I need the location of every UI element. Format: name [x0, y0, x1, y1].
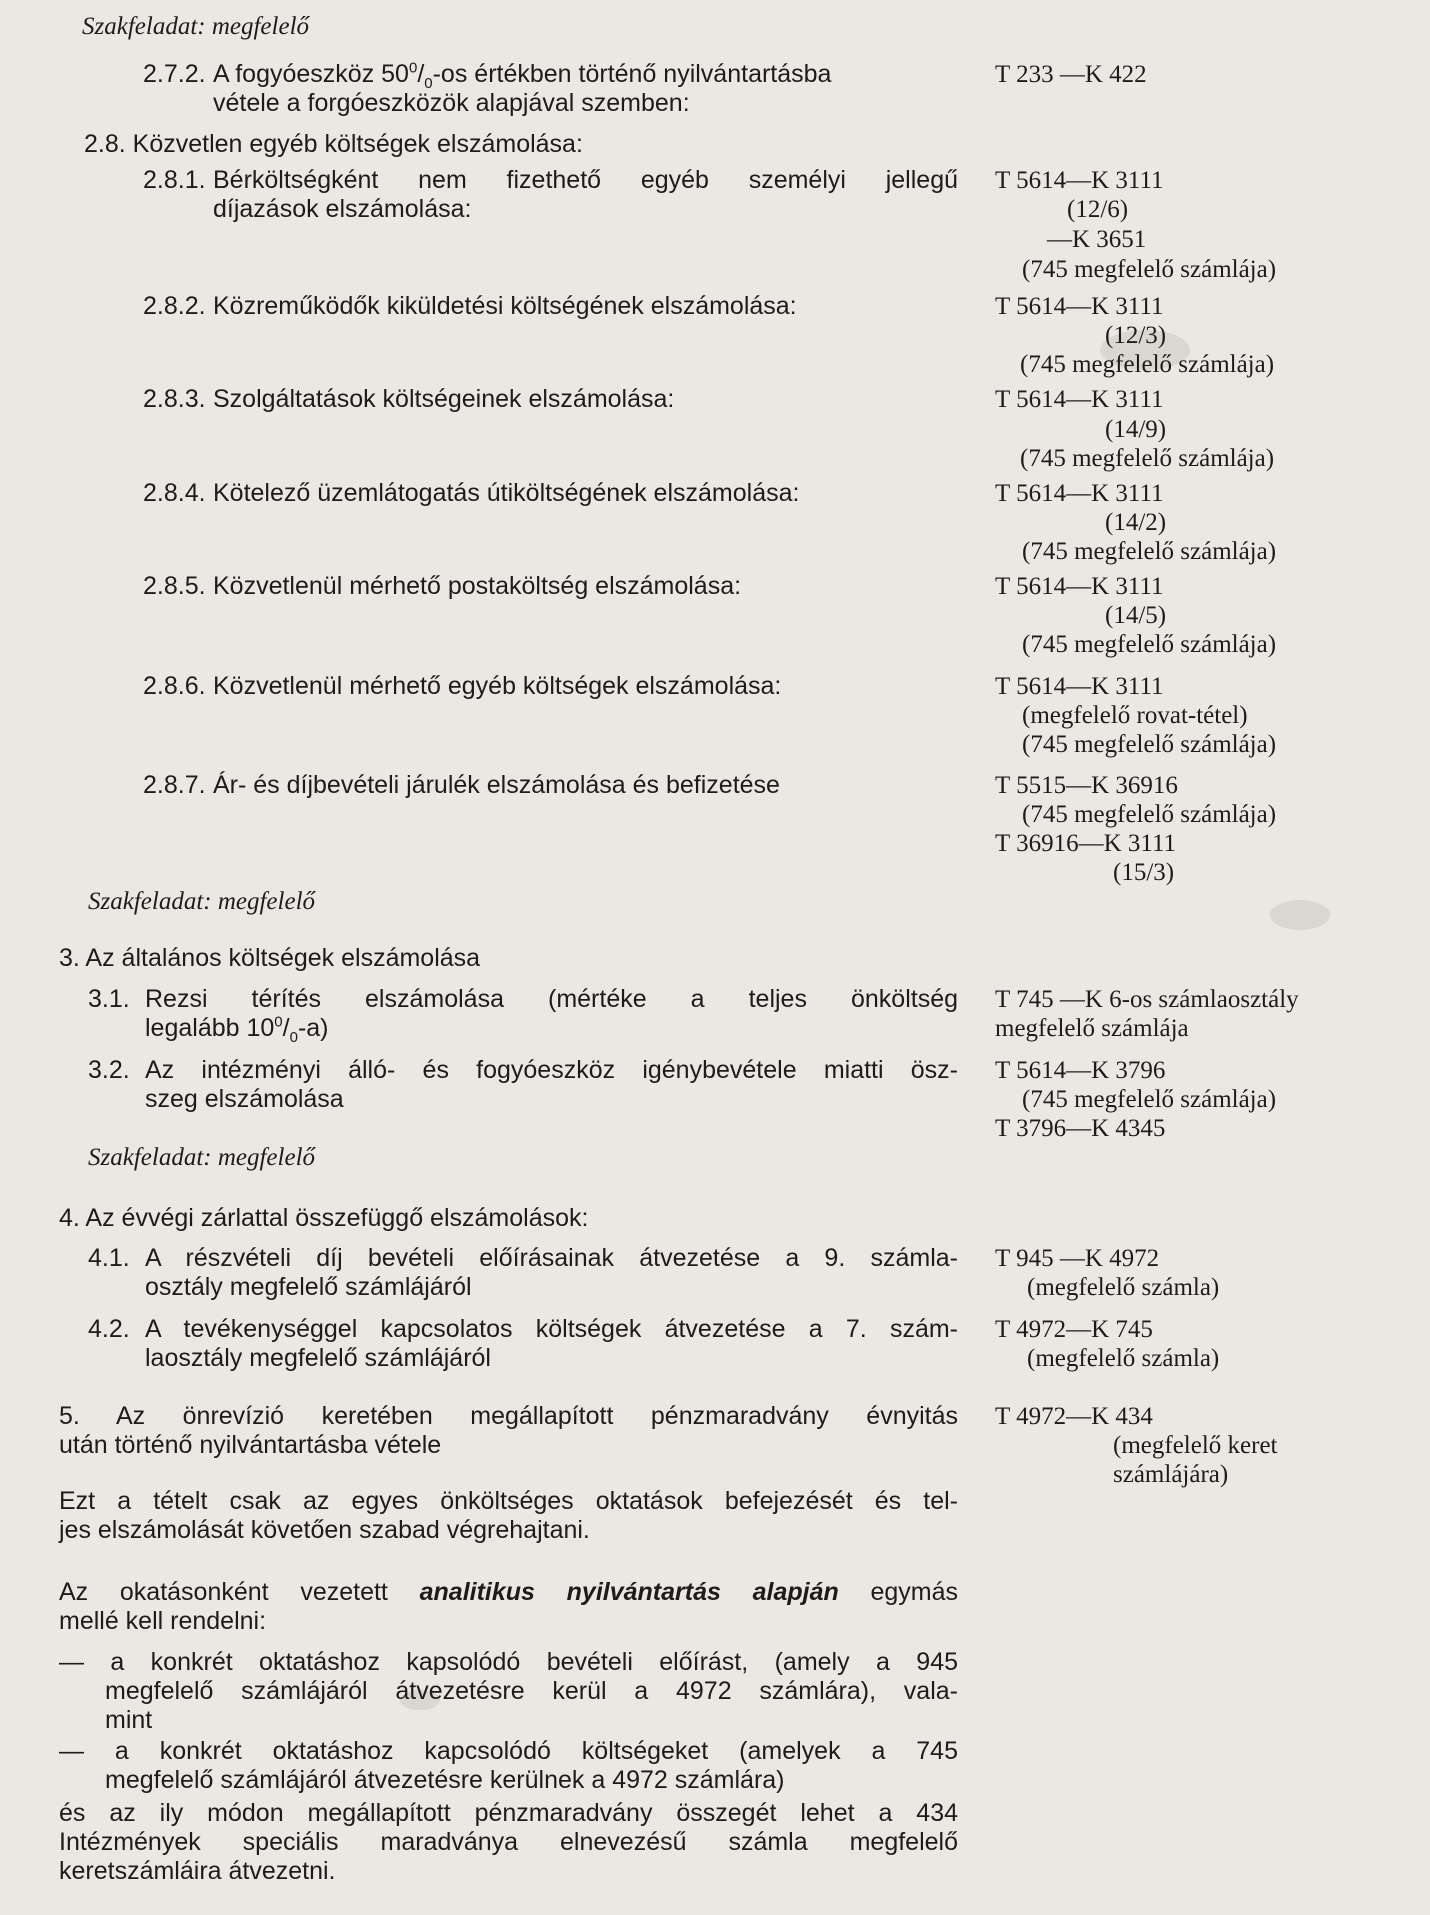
account-entry: T 36916—K 3111 — [995, 830, 1177, 857]
paragraph-line: keretszámláira átvezetni. — [59, 1857, 336, 1885]
account-entry: (12/3) — [1105, 322, 1167, 349]
item-number: 3.1. — [88, 985, 130, 1013]
paragraph-line: mellé kell rendelni: — [59, 1607, 267, 1635]
item-number: 2.8.2. — [143, 292, 206, 320]
emphasis-text: analitikus nyilvántartás alapján — [419, 1578, 839, 1606]
account-entry: (745 megfelelő számlája) — [1022, 631, 1277, 658]
bullet-line: megfelelő számlájáról átvezetésre kerülnek a 4972 számlára) — [105, 1766, 785, 1794]
szakfeladat-line: Szakfeladat: megfelelő — [82, 13, 310, 40]
item-text: Kötelező üzemlátogatás útiköltségének elszámolása: — [213, 479, 800, 507]
account-entry: T 4972—K 745 — [995, 1316, 1153, 1343]
account-entry: T 5614—K 3796 — [995, 1057, 1166, 1084]
item-text: Közreműködők kiküldetési költségének elszámolása: — [213, 292, 797, 320]
account-entry: (megfelelő keret — [1113, 1432, 1278, 1459]
item-number: 4.1. — [88, 1244, 130, 1272]
account-entry: T 233 —K 422 — [995, 61, 1147, 88]
item-text: Ár- és díjbevételi járulék elszámolása és befizetése — [213, 771, 780, 799]
item-number: 2.7.2. — [143, 60, 206, 88]
account-entry: (745 megfelelő számlája) — [1020, 445, 1275, 472]
section-heading: 2.8. Közvetlen egyéb költségek elszámolása: — [84, 130, 583, 158]
item-text: laosztály megfelelő számlájáról — [145, 1344, 491, 1372]
bullet-line: — a konkrét oktatáshoz kapcsolódó költségeket (amelyek a 745 — [59, 1737, 958, 1765]
account-entry: megfelelő számlája — [995, 1015, 1189, 1042]
account-entry: (745 megfelelő számlája) — [1022, 731, 1277, 758]
szakfeladat-line: Szakfeladat: megfelelő — [88, 888, 316, 915]
item-text: Bérköltségként nem fizethető egyéb személyi jellegű — [213, 166, 958, 194]
item-text: A tevékenységgel kapcsolatos költségek átvezetése a 7. szám- — [145, 1315, 958, 1343]
item-text: szeg elszámolása — [145, 1085, 344, 1113]
item-text: A részvételi díj bevételi előírásainak átvezetése a 9. számla- — [145, 1244, 958, 1272]
account-entry: (megfelelő rovat-tétel) — [1022, 702, 1248, 729]
account-entry: T 945 —K 4972 — [995, 1245, 1160, 1272]
account-entry: (745 megfelelő számlája) — [1020, 351, 1275, 378]
section-heading: 5. Az önrevízió keretében megállapított pénzmaradvány évnyitás — [59, 1402, 958, 1430]
account-entry: T 745 —K 6-os számlaosztály — [995, 986, 1299, 1013]
account-entry: (megfelelő számla) — [1027, 1345, 1220, 1372]
account-entry: T 5614—K 3111 — [995, 386, 1164, 413]
account-entry: (745 megfelelő számlája) — [1022, 538, 1277, 565]
item-text: Szolgáltatások költségeinek elszámolása: — [213, 385, 675, 413]
item-number: 2.8.4. — [143, 479, 206, 507]
account-entry: T 5614—K 3111 — [995, 573, 1164, 600]
account-entry: (12/6) — [1067, 196, 1129, 223]
account-entry: (745 megfelelő számlája) — [1022, 256, 1277, 283]
paragraph-line: jes elszámolását követően szabad végrehajtani. — [59, 1516, 590, 1544]
item-number: 2.8.1. — [143, 166, 206, 194]
account-entry: T 5614—K 3111 — [995, 167, 1164, 194]
item-text: Közvetlenül mérhető egyéb költségek elszámolása: — [213, 672, 782, 700]
item-text: Az intézményi álló- és fogyóeszköz igénybevétele miatti ösz- — [145, 1056, 958, 1084]
account-entry: (745 megfelelő számlája) — [1022, 1086, 1277, 1113]
account-entry: (15/3) — [1113, 859, 1175, 886]
section-heading: után történő nyilvántartásba vétele — [59, 1431, 442, 1459]
account-entry: (megfelelő számla) — [1027, 1274, 1220, 1301]
item-text: Rezsi térítés elszámolása (mértéke a teljes önköltség — [145, 985, 958, 1013]
paragraph-line: Az okatásonként vezetett analitikus nyilvántartás alapján egymás — [59, 1578, 959, 1606]
account-entry: (14/2) — [1105, 509, 1167, 536]
account-entry: (14/9) — [1105, 416, 1167, 443]
account-entry: számlájára) — [1113, 1461, 1229, 1488]
account-entry: T 5614—K 3111 — [995, 293, 1164, 320]
section-heading: 3. Az általános költségek elszámolása — [59, 944, 481, 972]
item-number: 2.8.7. — [143, 771, 206, 799]
paper-stain — [1270, 900, 1330, 930]
bullet-line: megfelelő számlájáról átvezetésre kerül a 4972 számlára), vala- — [105, 1677, 958, 1705]
section-heading: 4. Az évvégi zárlattal összefüggő elszámolások: — [59, 1204, 589, 1232]
paragraph-line: és az ily módon megállapított pénzmaradvány összegét lehet a 434 — [59, 1799, 958, 1827]
item-text: Közvetlenül mérhető postaköltség elszámolása: — [213, 572, 742, 600]
account-entry: T 5614—K 3111 — [995, 480, 1164, 507]
paragraph-line: Ezt a tételt csak az egyes önköltséges oktatások befejezését és tel- — [59, 1487, 958, 1515]
item-text: díjazások elszámolása: — [213, 195, 472, 223]
account-entry: (745 megfelelő számlája) — [1022, 801, 1277, 828]
item-text: vétele a forgóeszközök alapjával szemben: — [213, 89, 690, 117]
item-number: 2.8.6. — [143, 672, 206, 700]
account-entry: T 4972—K 434 — [995, 1403, 1153, 1430]
paragraph-line: Intézmények speciális maradványa elnevezésű számla megfelelő — [59, 1828, 958, 1856]
account-entry: (14/5) — [1105, 602, 1167, 629]
item-text: A fogyóeszköz $50^0/_0-os$ értékben történő nyilvántartásba — [213, 59, 832, 92]
item-number: 3.2. — [88, 1056, 130, 1084]
bullet-line: mint — [105, 1706, 153, 1734]
account-entry: T 3796—K 4345 — [995, 1115, 1166, 1142]
item-number: 4.2. — [88, 1315, 130, 1343]
szakfeladat-line: Szakfeladat: megfelelő — [88, 1144, 316, 1171]
item-text: legalább $10^0/_0-a$) — [145, 1013, 329, 1046]
item-number: 2.8.3. — [143, 385, 206, 413]
item-number: 2.8.5. — [143, 572, 206, 600]
account-entry: T 5614—K 3111 — [995, 673, 1164, 700]
bullet-line: — a konkrét oktatáshoz kapsolódó bevételi előírást, (amely a 945 — [59, 1648, 958, 1676]
account-entry: T 5515—K 36916 — [995, 772, 1178, 799]
item-text: osztály megfelelő számlájáról — [145, 1273, 472, 1301]
account-entry: —K 3651 — [1047, 226, 1147, 253]
